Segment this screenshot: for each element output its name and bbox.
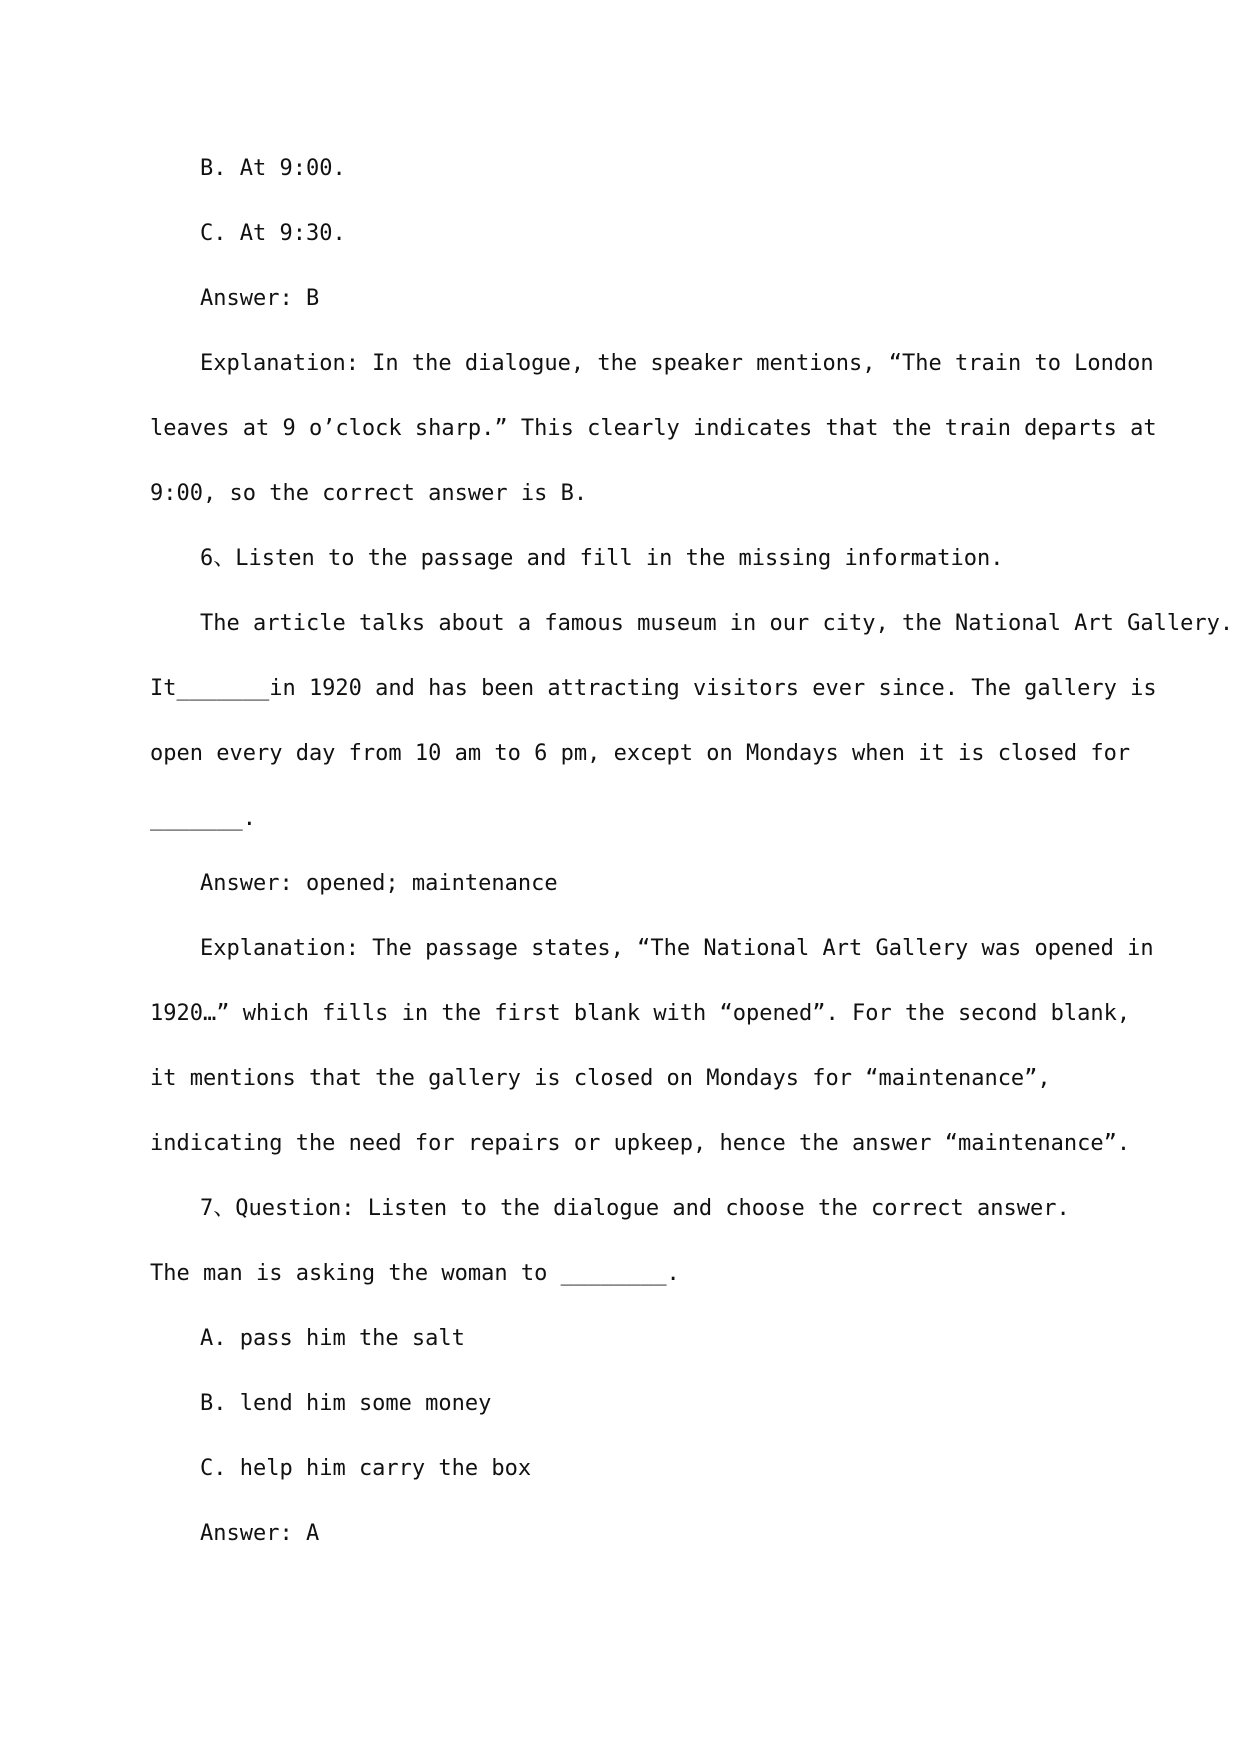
explanation-q5-line-2: leaves at 9 o’clock sharp.” This clearly indicates that the train departs at	[150, 416, 1157, 441]
option-b-q7: B. lend him some money	[200, 1391, 492, 1416]
question-7-prompt: The man is asking the woman to ________.	[150, 1261, 680, 1286]
option-b-q5: B. At 9:00.	[200, 156, 346, 181]
option-c-q5: C. At 9:30.	[200, 221, 346, 246]
explanation-q5-line-1: Explanation: In the dialogue, the speaker mentions, “The train to London	[200, 351, 1154, 376]
option-c-q7: C. help him carry the box	[200, 1456, 532, 1481]
explanation-q6-line-3: it mentions that the gallery is closed on Mondays for “maintenance”,	[150, 1066, 1051, 1091]
question-7-heading: 7、Question: Listen to the dialogue and choose the correct answer.	[200, 1196, 1070, 1221]
question-6-heading: 6、Listen to the passage and fill in the missing information.	[200, 546, 1004, 571]
explanation-q6-line-4: indicating the need for repairs or upkeep, hence the answer “maintenance”.	[150, 1131, 1131, 1156]
passage-q6-line-3: open every day from 10 am to 6 pm, except on Mondays when it is closed for	[150, 741, 1131, 766]
answer-q5: Answer: B	[200, 286, 320, 311]
answer-q6: Answer: opened; maintenance	[200, 871, 558, 896]
document-body	[150, 136, 1234, 1566]
passage-q6-line-4: _______.	[150, 806, 256, 831]
passage-q6-line-2: It_______in 1920 and has been attracting visitors ever since. The gallery is	[150, 676, 1157, 701]
answer-q7: Answer: A	[200, 1521, 320, 1546]
explanation-q6-line-2: 1920…” which fills in the first blank with “opened”. For the second blank,	[150, 1001, 1131, 1026]
passage-q6-line-1: The article talks about a famous museum in our city, the National Art Gallery.	[200, 611, 1234, 636]
explanation-q6-line-1: Explanation: The passage states, “The National Art Gallery was opened in	[200, 936, 1154, 961]
option-a-q7: A. pass him the salt	[200, 1326, 465, 1351]
explanation-q5-line-3: 9:00, so the correct answer is B.	[150, 481, 588, 506]
